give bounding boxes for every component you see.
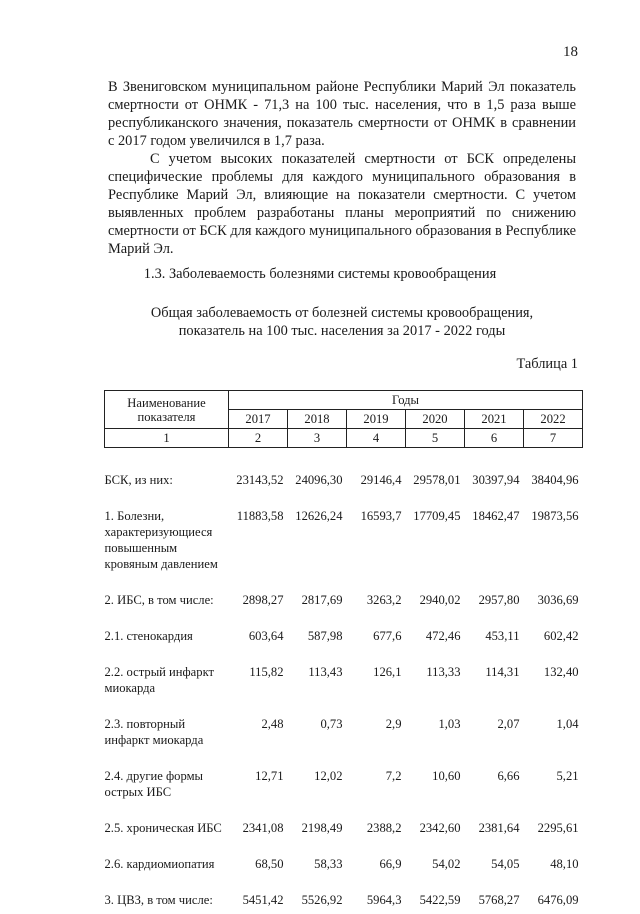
- row-value-2017: 68,50: [229, 842, 288, 878]
- row-value-2021: 54,05: [465, 842, 524, 878]
- row-value-2019: 7,2: [347, 754, 406, 806]
- row-indicator-name: 2.3. повторный инфаркт миокарда: [105, 702, 229, 754]
- section-heading: 1.3. Заболеваемость болезнями системы кровообращения: [0, 266, 640, 283]
- header-year: 2018: [288, 410, 347, 429]
- table-body: [105, 448, 583, 914]
- row-value-2019: 2,9: [347, 702, 406, 754]
- row-value-2018: 0,73: [288, 702, 347, 754]
- page-number: 18: [563, 44, 578, 61]
- row-value-2020: 5422,59: [406, 878, 465, 914]
- row-value-2017: 603,64: [229, 614, 288, 650]
- row-value-2022: 1,04: [524, 702, 583, 754]
- column-number: 1: [105, 429, 229, 448]
- row-value-2021: 5768,27: [465, 878, 524, 914]
- header-year: 2019: [347, 410, 406, 429]
- paragraph-specific-problems: С учетом высоких показателей смертности от БСК определены специфические проблемы для каждого муниципального образования в Республике Марий Эл, влияющие на показатели смертности. С учетом выявленных проблем разработаны планы мероприятий по снижению смертности от БСК для каждого муниципального образования в Республике Марий Эл.: [108, 150, 576, 258]
- row-value-2022: 6476,09: [524, 878, 583, 914]
- column-number: 2: [229, 429, 288, 448]
- row-value-2018: 5526,92: [288, 878, 347, 914]
- row-value-2020: 10,60: [406, 754, 465, 806]
- row-value-2020: 2940,02: [406, 578, 465, 614]
- row-value-2020: 2342,60: [406, 806, 465, 842]
- row-value-2020: 1,03: [406, 702, 465, 754]
- row-value-2017: 2341,08: [229, 806, 288, 842]
- morbidity-table: [104, 390, 583, 914]
- row-value-2019: 5964,3: [347, 878, 406, 914]
- row-value-2019: 66,9: [347, 842, 406, 878]
- table-label: Таблица 1: [516, 356, 578, 373]
- header-indicator-name: Наименование показателя: [105, 391, 229, 429]
- header-year: 2020: [406, 410, 465, 429]
- row-value-2018: 12,02: [288, 754, 347, 806]
- row-value-2021: 30397,94: [465, 448, 524, 495]
- row-value-2021: 18462,47: [465, 494, 524, 578]
- row-value-2019: 126,1: [347, 650, 406, 702]
- table-row: [105, 702, 583, 754]
- row-value-2017: 5451,42: [229, 878, 288, 914]
- column-number: 3: [288, 429, 347, 448]
- row-value-2020: 17709,45: [406, 494, 465, 578]
- table-header-row: [105, 391, 583, 410]
- row-value-2017: 115,82: [229, 650, 288, 702]
- table-row: [105, 448, 583, 495]
- row-value-2022: 3036,69: [524, 578, 583, 614]
- row-value-2021: 453,11: [465, 614, 524, 650]
- row-value-2022: 48,10: [524, 842, 583, 878]
- row-value-2018: 58,33: [288, 842, 347, 878]
- table-row: [105, 494, 583, 578]
- table-row: [105, 614, 583, 650]
- table-row: [105, 878, 583, 914]
- row-indicator-name: 2.1. стенокардия: [105, 614, 229, 650]
- row-indicator-name: БСК, из них:: [105, 448, 229, 495]
- row-value-2019: 2388,2: [347, 806, 406, 842]
- row-value-2018: 587,98: [288, 614, 347, 650]
- row-value-2021: 2381,64: [465, 806, 524, 842]
- row-value-2019: 16593,7: [347, 494, 406, 578]
- header-years: Годы: [229, 391, 583, 410]
- row-value-2021: 2957,80: [465, 578, 524, 614]
- column-number: 4: [347, 429, 406, 448]
- row-indicator-name: 3. ЦВЗ, в том числе:: [105, 878, 229, 914]
- row-indicator-name: 2.5. хроническая ИБС: [105, 806, 229, 842]
- row-value-2017: 11883,58: [229, 494, 288, 578]
- row-value-2020: 54,02: [406, 842, 465, 878]
- column-number: 7: [524, 429, 583, 448]
- row-indicator-name: 2.2. острый инфаркт миокарда: [105, 650, 229, 702]
- row-value-2020: 113,33: [406, 650, 465, 702]
- header-year: 2022: [524, 410, 583, 429]
- paragraph-zvenigovsky: В Звениговском муниципальном районе Республики Марий Эл показатель смертности от ОНМК - 71,3 на 100 тыс. населения, что в 1,5 раза выше республиканского значения, показатель смертности от ОНМК в сравнении с 2017 годом увеличился в 1,7 раза.: [108, 78, 576, 150]
- row-value-2018: 24096,30: [288, 448, 347, 495]
- row-value-2022: 5,21: [524, 754, 583, 806]
- table-column-numbers-row: [105, 429, 583, 448]
- row-value-2021: 114,31: [465, 650, 524, 702]
- row-value-2019: 3263,2: [347, 578, 406, 614]
- table-row: [105, 842, 583, 878]
- row-value-2022: 38404,96: [524, 448, 583, 495]
- row-value-2021: 2,07: [465, 702, 524, 754]
- row-value-2018: 2817,69: [288, 578, 347, 614]
- row-value-2018: 113,43: [288, 650, 347, 702]
- header-year: 2021: [465, 410, 524, 429]
- row-value-2017: 2898,27: [229, 578, 288, 614]
- row-value-2022: 132,40: [524, 650, 583, 702]
- row-value-2017: 2,48: [229, 702, 288, 754]
- row-indicator-name: 2.4. другие формы острых ИБС: [105, 754, 229, 806]
- row-value-2021: 6,66: [465, 754, 524, 806]
- row-value-2018: 2198,49: [288, 806, 347, 842]
- row-indicator-name: 1. Болезни, характеризующиеся повышенным кровяным давлением: [105, 494, 229, 578]
- row-indicator-name: 2. ИБС, в том числе:: [105, 578, 229, 614]
- row-value-2022: 19873,56: [524, 494, 583, 578]
- table-row: [105, 650, 583, 702]
- header-year: 2017: [229, 410, 288, 429]
- column-number: 5: [406, 429, 465, 448]
- row-value-2022: 2295,61: [524, 806, 583, 842]
- row-indicator-name: 2.6. кардиомиопатия: [105, 842, 229, 878]
- row-value-2019: 677,6: [347, 614, 406, 650]
- row-value-2022: 602,42: [524, 614, 583, 650]
- row-value-2020: 29578,01: [406, 448, 465, 495]
- table-caption-line-1: Общая заболеваемость от болезней системы кровообращения,: [108, 304, 576, 322]
- row-value-2018: 12626,24: [288, 494, 347, 578]
- row-value-2020: 472,46: [406, 614, 465, 650]
- table-row: [105, 578, 583, 614]
- row-value-2019: 29146,4: [347, 448, 406, 495]
- table-row: [105, 806, 583, 842]
- row-value-2017: 12,71: [229, 754, 288, 806]
- column-number: 6: [465, 429, 524, 448]
- row-value-2017: 23143,52: [229, 448, 288, 495]
- table-row: [105, 754, 583, 806]
- table-caption: [108, 304, 576, 340]
- table-caption-line-2: показатель на 100 тыс. населения за 2017 - 2022 годы: [108, 322, 576, 340]
